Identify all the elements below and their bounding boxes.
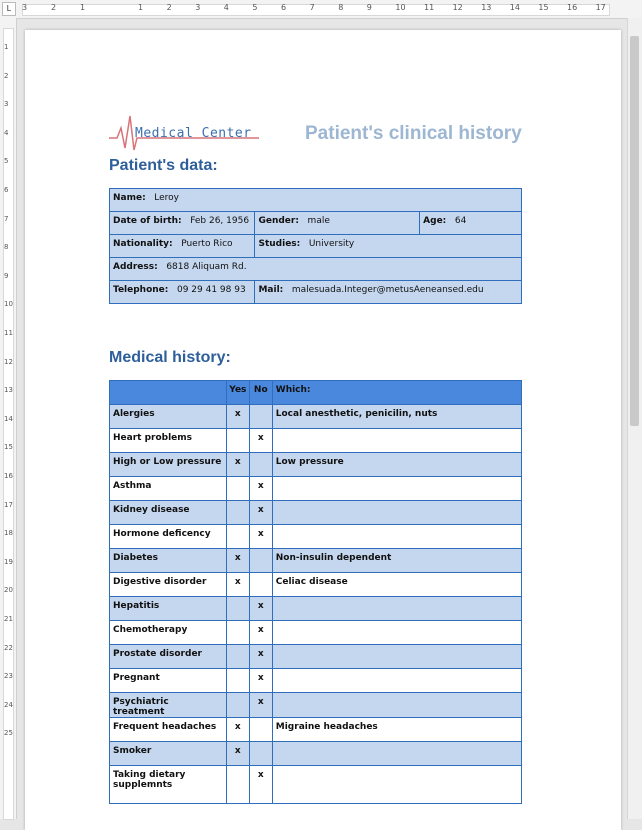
ruler-number: 12 xyxy=(452,3,463,12)
ruler-number: 21 xyxy=(4,615,13,623)
ruler-number: 16 xyxy=(4,472,13,480)
document-title: Patient's clinical history xyxy=(305,123,522,144)
which-cell xyxy=(272,742,521,766)
which-cell xyxy=(272,501,521,525)
ruler-number: 4 xyxy=(223,3,229,12)
table-row xyxy=(110,645,522,669)
ruler-number: 11 xyxy=(4,329,13,337)
condition-cell: Hepatitis xyxy=(110,597,227,621)
ruler-number: 14 xyxy=(4,414,13,423)
table-row xyxy=(110,453,522,477)
which-cell: Low pressure xyxy=(272,453,521,477)
yes-cell xyxy=(226,669,249,693)
no-cell: x xyxy=(249,621,272,645)
document-page[interactable] xyxy=(25,30,621,830)
yes-cell xyxy=(226,645,249,669)
condition-cell: Heart problems xyxy=(110,429,227,453)
which-cell xyxy=(272,477,521,501)
condition-cell: Alergies xyxy=(110,405,227,429)
yes-cell xyxy=(226,501,249,525)
scrollbar-thumb[interactable] xyxy=(630,36,639,426)
table-header-row xyxy=(110,381,522,405)
condition-cell: Digestive disorder xyxy=(110,573,227,597)
condition-cell: Pregnant xyxy=(110,669,227,693)
no-cell xyxy=(249,573,272,597)
table-row xyxy=(110,429,522,453)
which-cell xyxy=(272,766,521,804)
logo-text: Medical Center xyxy=(135,126,252,141)
vertical-ruler[interactable] xyxy=(0,18,17,819)
table-row xyxy=(110,742,522,766)
mail-cell: Mail: malesuada.Integer@metusAeneansed.edu xyxy=(255,281,522,304)
yes-cell xyxy=(226,766,249,804)
table-row xyxy=(110,718,522,742)
no-cell: x xyxy=(249,669,272,693)
medical-history-heading: Medical history: xyxy=(109,349,231,366)
which-cell xyxy=(272,693,521,718)
ruler-number: 25 xyxy=(4,729,13,738)
patient-data-table xyxy=(109,188,522,304)
condition-cell: Asthma xyxy=(110,477,227,501)
condition-cell: Chemotherapy xyxy=(110,621,227,645)
ruler-number: 13 xyxy=(481,3,492,12)
which-cell xyxy=(272,429,521,453)
condition-cell: Kidney disease xyxy=(110,501,227,525)
medical-history-table xyxy=(109,380,522,804)
ruler-number: 8 xyxy=(4,243,9,252)
no-cell xyxy=(249,549,272,573)
ruler-number: 11 xyxy=(424,3,435,12)
table-row xyxy=(110,766,522,804)
ruler-track xyxy=(22,4,610,16)
no-cell: x xyxy=(249,597,272,621)
ruler-number: 14 xyxy=(509,3,520,12)
ruler-number: 17 xyxy=(595,3,606,12)
ruler-number: 1 xyxy=(80,3,86,12)
horizontal-ruler[interactable] xyxy=(0,0,642,19)
ruler-number: 5 xyxy=(252,3,258,12)
ruler-number: 1 xyxy=(4,43,9,51)
condition-cell: Prostate disorder xyxy=(110,645,227,669)
no-cell: x xyxy=(249,693,272,718)
ruler-number: 13 xyxy=(4,386,13,395)
no-cell: x xyxy=(249,525,272,549)
address-cell: Address: 6818 Aliquam Rd. xyxy=(110,258,522,281)
table-row xyxy=(110,573,522,597)
ruler-number: 20 xyxy=(4,586,13,595)
table-row xyxy=(110,281,522,304)
condition-cell: High or Low pressure xyxy=(110,453,227,477)
which-cell: Migraine headaches xyxy=(272,718,521,742)
ruler-number: 15 xyxy=(4,443,13,452)
header-no: No xyxy=(249,381,272,405)
header-which: Which: xyxy=(272,381,521,405)
table-row xyxy=(110,597,522,621)
telephone-cell: Telephone: 09 29 41 98 93 xyxy=(110,281,255,304)
table-row xyxy=(110,212,522,235)
no-cell: x xyxy=(249,429,272,453)
which-cell xyxy=(272,525,521,549)
table-row xyxy=(110,501,522,525)
yes-cell xyxy=(226,597,249,621)
no-cell xyxy=(249,453,272,477)
ruler-number: 23 xyxy=(4,672,13,681)
no-cell: x xyxy=(249,501,272,525)
nationality-cell: Nationality: Puerto Rico xyxy=(110,235,255,258)
no-cell: x xyxy=(249,766,272,804)
ruler-number: 17 xyxy=(4,500,13,509)
ruler-number: 2 xyxy=(166,3,172,12)
ruler-number: 3 xyxy=(22,3,28,12)
condition-cell: Hormone deficency xyxy=(110,525,227,549)
ruler-number: 1 xyxy=(138,3,144,12)
table-row xyxy=(110,405,522,429)
vertical-scrollbar[interactable] xyxy=(627,18,642,819)
patient-data-heading: Patient's data: xyxy=(109,157,218,174)
which-cell xyxy=(272,669,521,693)
yes-cell xyxy=(226,621,249,645)
no-cell xyxy=(249,742,272,766)
header-condition xyxy=(110,381,227,405)
no-cell xyxy=(249,718,272,742)
condition-cell: Taking dietary supplemnts xyxy=(110,766,227,804)
no-cell: x xyxy=(249,645,272,669)
name-cell: Name: Leroy xyxy=(110,189,522,212)
ruler-number: 2 xyxy=(4,71,9,80)
ruler-number: 12 xyxy=(4,357,13,366)
condition-cell: Smoker xyxy=(110,742,227,766)
studies-cell: Studies: University xyxy=(255,235,522,258)
table-row xyxy=(110,669,522,693)
ruler-number: 3 xyxy=(195,3,201,12)
yes-cell xyxy=(226,693,249,718)
ruler-number: 2 xyxy=(51,3,57,12)
ruler-number: 10 xyxy=(395,3,406,12)
ruler-number: 6 xyxy=(4,186,9,194)
ruler-number: 18 xyxy=(4,529,13,538)
gender-cell: Gender: male xyxy=(255,212,420,235)
table-row xyxy=(110,693,522,718)
no-cell xyxy=(249,405,272,429)
table-row xyxy=(110,525,522,549)
which-cell xyxy=(272,597,521,621)
ruler-number: 22 xyxy=(4,643,13,652)
header-yes: Yes xyxy=(226,381,249,405)
condition-cell: Frequent headaches xyxy=(110,718,227,742)
ruler-number: 19 xyxy=(4,557,13,566)
which-cell xyxy=(272,645,521,669)
which-cell xyxy=(272,621,521,645)
ruler-number: 10 xyxy=(4,300,13,309)
yes-cell: x xyxy=(226,549,249,573)
yes-cell xyxy=(226,477,249,501)
age-cell: Age: 64 xyxy=(420,212,522,235)
yes-cell: x xyxy=(226,453,249,477)
ruler-number: 3 xyxy=(4,100,9,109)
yes-cell: x xyxy=(226,405,249,429)
condition-cell: Diabetes xyxy=(110,549,227,573)
yes-cell xyxy=(226,429,249,453)
ruler-number: 4 xyxy=(4,128,9,137)
tab-selector-button[interactable]: L xyxy=(2,2,16,16)
dob-cell: Date of birth: Feb 26, 1956 xyxy=(110,212,255,235)
ruler-number: 24 xyxy=(4,700,13,709)
ruler-number: 7 xyxy=(309,3,315,12)
ruler-number: 8 xyxy=(338,3,344,12)
ruler-number: 9 xyxy=(366,3,372,12)
which-cell: Local anesthetic, penicilin, nuts xyxy=(272,405,521,429)
table-row xyxy=(110,189,522,212)
ruler-number: 7 xyxy=(4,214,9,223)
yes-cell: x xyxy=(226,573,249,597)
ruler-number: 5 xyxy=(4,157,9,166)
which-cell: Non-insulin dependent xyxy=(272,549,521,573)
medical-center-logo xyxy=(109,110,269,156)
table-row xyxy=(110,258,522,281)
yes-cell: x xyxy=(226,718,249,742)
table-row xyxy=(110,477,522,501)
yes-cell: x xyxy=(226,742,249,766)
table-row xyxy=(110,235,522,258)
table-row xyxy=(110,549,522,573)
ruler-number: 9 xyxy=(4,271,9,280)
ruler-number: 16 xyxy=(567,3,578,12)
ruler-number: 15 xyxy=(538,3,549,12)
ruler-number: 6 xyxy=(281,3,287,12)
table-row xyxy=(110,621,522,645)
condition-cell: Psychiatric treatment xyxy=(110,693,227,718)
yes-cell xyxy=(226,525,249,549)
which-cell: Celiac disease xyxy=(272,573,521,597)
no-cell: x xyxy=(249,477,272,501)
